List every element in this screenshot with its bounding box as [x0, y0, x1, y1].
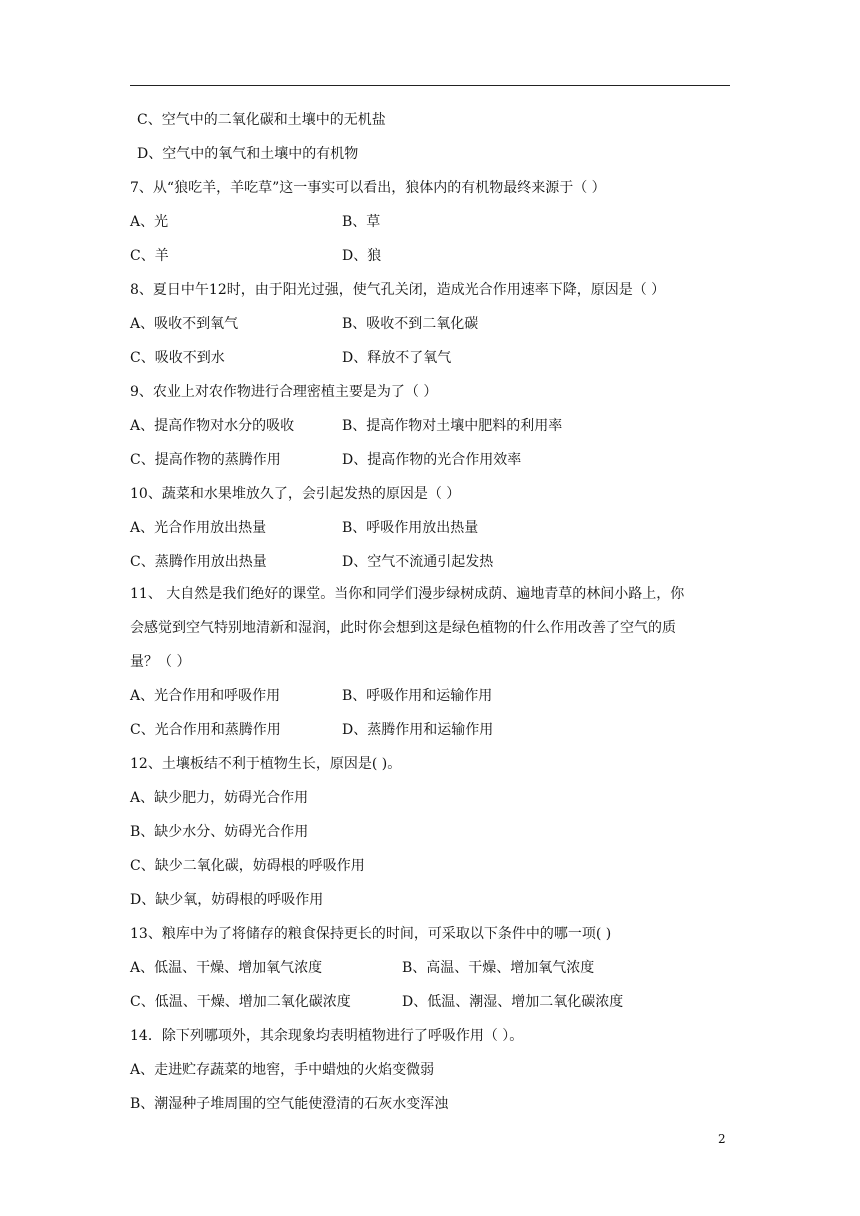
q11-option-a: A、光合作用和呼吸作用: [130, 688, 281, 704]
q13-option-b: B、高温、干燥、增加氧气浓度: [402, 960, 595, 976]
option-c-line: C、空气中的二氧化碳和土壤中的无机盐: [137, 112, 386, 128]
q9-option-d: D、提高作物的光合作用效率: [342, 452, 522, 468]
question-7: 7、从“狼吃羊，羊吃草”这一事实可以看出，狼体内的有机物最终来源于（ ）: [130, 180, 606, 196]
q12-option-c: C、缺少二氧化碳，妨碍根的呼吸作用: [130, 858, 365, 874]
q7-option-d: D、狼: [342, 248, 382, 264]
header-rule: [130, 85, 730, 86]
q7-option-b: B、草: [342, 214, 381, 230]
q13-option-a: A、低温、干燥、增加氧气浓度: [130, 960, 323, 976]
q9-option-b: B、提高作物对土壤中肥料的利用率: [342, 418, 563, 434]
q9-option-c: C、提高作物的蒸腾作用: [130, 452, 281, 468]
q11-option-c: C、光合作用和蒸腾作用: [130, 722, 281, 738]
question-14: 14．除下列哪项外，其余现象均表明植物进行了呼吸作用（ ）。: [130, 1028, 524, 1044]
question-9: 9、农业上对农作物进行合理密植主要是为了（ ）: [130, 384, 438, 400]
q14-option-a: A、走进贮存蔬菜的地窖，手中蜡烛的火焰变微弱: [130, 1062, 435, 1078]
q12-option-a: A、缺少肥力，妨碍光合作用: [130, 790, 309, 806]
option-d-line: D、空气中的氧气和土壤中的有机物: [137, 146, 359, 162]
q8-option-d: D、释放不了氧气: [342, 350, 452, 366]
question-11-line-2: 会感觉到空气特别地清新和湿润，此时你会想到这是绿色植物的什么作用改善了空气的质: [130, 620, 676, 636]
question-11-line-1: 11、 大自然是我们绝好的课堂。当你和同学们漫步绿树成荫、遍地青草的林间小路上，你: [130, 586, 685, 602]
question-12: 12、土壤板结不利于植物生长，原因是( )。: [130, 756, 402, 772]
question-13: 13、粮库中为了将储存的粮食保持更长的时间，可采取以下条件中的哪一项( ): [130, 926, 612, 942]
question-8: 8、夏日中午12时，由于阳光过强，使气孔关闭，造成光合作用速率下降，原因是（ ）: [130, 282, 666, 298]
q11-option-d: D、蒸腾作用和运输作用: [342, 722, 494, 738]
q12-option-d: D、缺少氧，妨碍根的呼吸作用: [130, 892, 324, 908]
q8-option-a: A、吸收不到氧气: [130, 316, 239, 332]
question-11-line-3: 量？（ ）: [130, 654, 191, 670]
q12-option-b: B、缺少水分、妨碍光合作用: [130, 824, 309, 840]
q8-option-b: B、吸收不到二氧化碳: [342, 316, 479, 332]
q13-option-d: D、低温、潮湿、增加二氧化碳浓度: [402, 994, 624, 1010]
q10-option-b: B、呼吸作用放出热量: [342, 520, 479, 536]
q7-option-a: A、光: [130, 214, 169, 230]
page-number: 2: [718, 1132, 726, 1146]
q10-option-d: D、空气不流通引起发热: [342, 554, 494, 570]
q14-option-b: B、潮湿种子堆周围的空气能使澄清的石灰水变浑浊: [130, 1096, 449, 1112]
q10-option-c: C、蒸腾作用放出热量: [130, 554, 267, 570]
q8-option-c: C、吸收不到水: [130, 350, 225, 366]
q10-option-a: A、光合作用放出热量: [130, 520, 267, 536]
question-10: 10、蔬菜和水果堆放久了，会引起发热的原因是（ ）: [130, 486, 461, 502]
q7-option-c: C、羊: [130, 248, 169, 264]
q13-option-c: C、低温、干燥、增加二氧化碳浓度: [130, 994, 351, 1010]
q9-option-a: A、提高作物对水分的吸收: [130, 418, 295, 434]
q11-option-b: B、呼吸作用和运输作用: [342, 688, 493, 704]
